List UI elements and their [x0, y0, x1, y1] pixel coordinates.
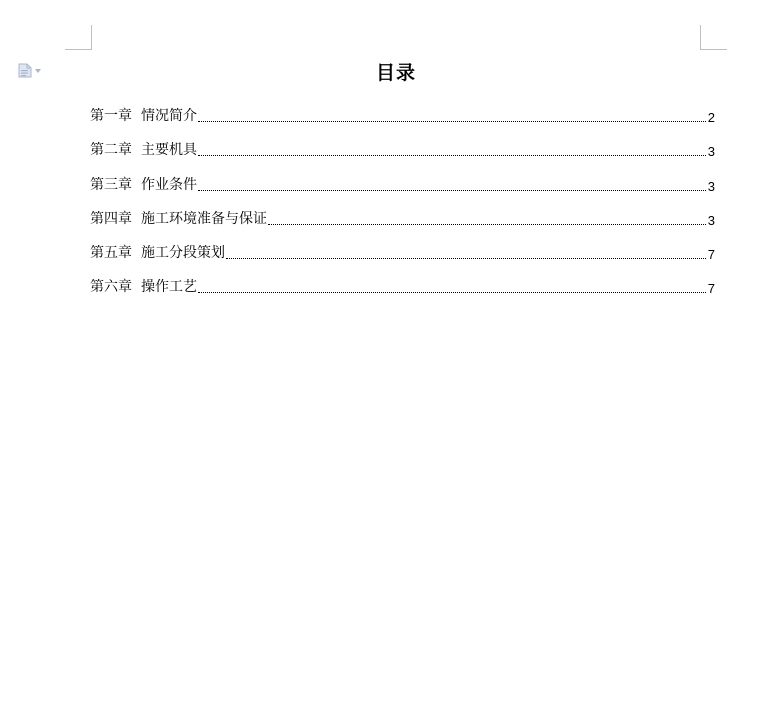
toc-entry-page: 7 [707, 281, 715, 297]
toc-entry-chapter: 第六章 [90, 279, 132, 296]
toc-entry[interactable] [90, 101, 715, 135]
table-of-contents [90, 101, 715, 306]
toc-entry-title: 施工环境准备与保证 [141, 210, 267, 227]
toc-entry-page: 3 [707, 212, 715, 228]
toc-entry-chapter: 第三章 [90, 176, 132, 193]
toc-entry-page: 7 [707, 246, 715, 262]
toc-entry-title: 施工分段策划 [141, 244, 225, 261]
toc-title: 目录 [375, 62, 416, 84]
toc-entry-chapter: 第五章 [90, 244, 132, 261]
dot-leader [198, 155, 706, 156]
toc-entry-page: 2 [707, 110, 715, 126]
toc-entry[interactable] [90, 204, 715, 238]
dot-leader [226, 258, 706, 259]
toc-entry-title: 作业条件 [141, 176, 197, 193]
toc-entry-chapter: 第一章 [90, 108, 132, 125]
toc-entry-page: 3 [707, 144, 715, 160]
toc-entry-chapter: 第二章 [90, 142, 132, 159]
dot-leader [268, 224, 706, 225]
toc-entry-chapter: 第四章 [90, 210, 132, 227]
top-right-crop-mark [700, 25, 727, 50]
toc-entry-title: 操作工艺 [141, 279, 197, 296]
toc-entry[interactable] [90, 238, 715, 272]
toc-entry-page: 3 [707, 178, 715, 194]
top-left-crop-mark [65, 25, 92, 50]
toc-entry[interactable] [90, 135, 715, 169]
toc-entry[interactable] [90, 272, 715, 306]
toc-entry-title: 主要机具 [141, 142, 197, 159]
toc-entry[interactable] [90, 169, 715, 203]
dot-leader [198, 190, 706, 191]
dot-leader [198, 292, 706, 293]
toc-entry-title: 情况简介 [141, 108, 197, 125]
dot-leader [198, 121, 706, 122]
